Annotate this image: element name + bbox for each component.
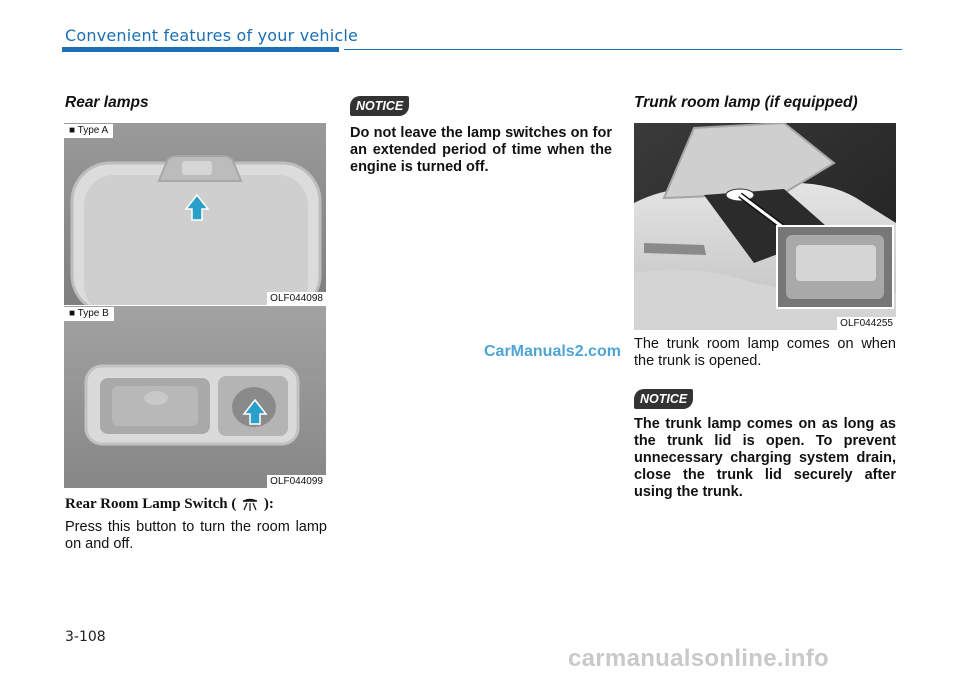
figure-type-a [64,123,326,305]
type-b-label: ■ Type B [64,307,114,321]
rear-lamps-title: Rear lamps [65,94,149,111]
figure-type-b [64,306,326,488]
type-a-label: ■ Type A [64,124,113,138]
notice-text: Do not leave the lamp switches on for an extended period of time when the engine is turned off. [350,125,612,175]
trunk-lamp-description: The trunk room lamp comes on when the trunk is opened. [634,336,896,369]
figure-trunk [634,123,896,330]
type-b-lamp-illustration [64,306,326,488]
switch-description: Press this button to turn the room lamp on and off. [65,519,327,552]
header-rule-thick [62,47,339,52]
page-number: 3-108 [65,629,106,645]
trunk-lamp-title: Trunk room lamp (if equipped) [634,94,858,111]
figure-code-trunk: OLF044255 [837,317,896,330]
notice-badge: NOTICE [350,96,409,116]
switch-heading-end: ): [263,496,274,512]
trunk-illustration [634,123,896,330]
figure-code-b: OLF044099 [267,475,326,488]
header-rule-thin [344,49,902,50]
figure-code-a: OLF044098 [267,292,326,305]
section-header-title: Convenient features of your vehicle [65,26,359,45]
room-lamp-icon [240,498,260,512]
watermark-center: CarManuals2.com [484,343,621,360]
type-a-lamp-illustration [64,123,326,305]
notice-text-trunk: The trunk lamp comes on as long as the trunk lid is open. To prevent unnecessary charging system drain, close the trunk lid securely after using the trunk. [634,416,896,500]
watermark-bottom: carmanualsonline.info [568,645,830,672]
switch-heading [65,496,274,513]
switch-heading-start: Rear Room Lamp Switch ( [65,496,237,512]
notice-badge-trunk: NOTICE [634,389,693,409]
